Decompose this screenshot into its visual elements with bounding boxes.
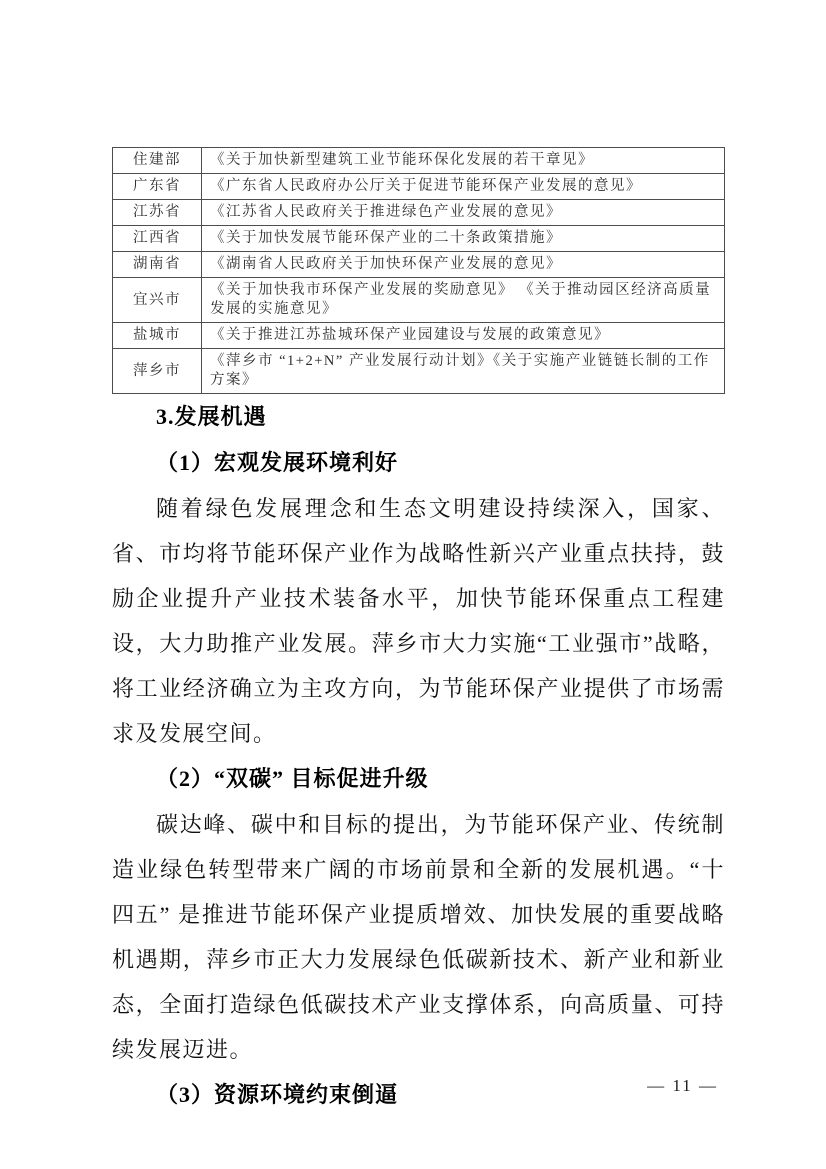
table-cell-policy: 《广东省人民政府办公厅关于促进节能环保产业发展的意见》 [202, 174, 725, 200]
table-row [113, 323, 725, 349]
page-content [112, 147, 725, 1118]
table-cell-org: 江苏省 [113, 200, 202, 226]
subsection-2-body: 碳达峰、碳中和目标的提出，为节能环保产业、传统制造业绿色转型带来广阔的市场前景和全新的发展机遇。“十四五” 是推进节能环保产业提质增效、加快发展的重要战略机遇期，萍乡市正大力发展绿色低碳新技术、新产业和新业态，全面打造绿色低碳技术产业支撑体系，向高质量、可持续发展迈进。 [112, 812, 725, 1062]
table-cell-policy: 《江苏省人民政府关于推进绿色产业发展的意见》 [202, 200, 725, 226]
table-cell-policy: 《关于加快新型建筑工业节能环保化发展的若干章见》 [202, 148, 725, 174]
table-cell-org: 萍乡市 [113, 349, 202, 394]
policy-table [112, 147, 725, 394]
table-cell-org: 盐城市 [113, 323, 202, 349]
table-cell-policy: 《关于推进江苏盐城环保产业园建设与发展的政策意见》 [202, 323, 725, 349]
table-row [113, 252, 725, 278]
table-cell-policy: 《关于加快我市环保产业发展的奖励意见》 《关于推动园区经济高质量发展的实施意见》 [202, 278, 725, 323]
table-row [113, 349, 725, 394]
table-row [113, 278, 725, 323]
subsection-1-heading: （1）宏观发展环境利好 [156, 450, 399, 475]
table-row [113, 174, 725, 200]
subsection-1-body: 随着绿色发展理念和生态文明建设持续深入，国家、省、市均将节能环保产业作为战略性新兴产业重点扶持，鼓励企业提升产业技术装备水平，加快节能环保重点工程建设，大力助推产业发展。萍乡市大力实施“工业强市”战略，将工业经济确立为主攻方向，为节能环保产业提供了市场需求及发展空间。 [112, 496, 725, 746]
page-number: — 11 — [647, 1076, 718, 1095]
table-cell-org: 湖南省 [113, 252, 202, 278]
table-cell-org: 宜兴市 [113, 278, 202, 323]
table-cell-org: 住建部 [113, 148, 202, 174]
table-cell-policy: 《萍乡市 “1+2+N” 产业发展行动计划》《关于实施产业链链长制的工作方案》 [202, 349, 725, 394]
table-row [113, 200, 725, 226]
table-row [113, 226, 725, 252]
subsection-2-heading: （2）“双碳” 目标促进升级 [156, 766, 429, 791]
table-cell-policy: 《湖南省人民政府关于加快环保产业发展的意见》 [202, 252, 725, 278]
table-cell-org: 广东省 [113, 174, 202, 200]
table-cell-org: 江西省 [113, 226, 202, 252]
table-row [113, 148, 725, 174]
subsection-3-heading: （3）资源环境约束倒逼 [156, 1082, 399, 1107]
table-cell-policy: 《关于加快发展节能环保产业的二十条政策措施》 [202, 226, 725, 252]
section-heading-development-opportunities: 3.发展机遇 [156, 404, 267, 429]
